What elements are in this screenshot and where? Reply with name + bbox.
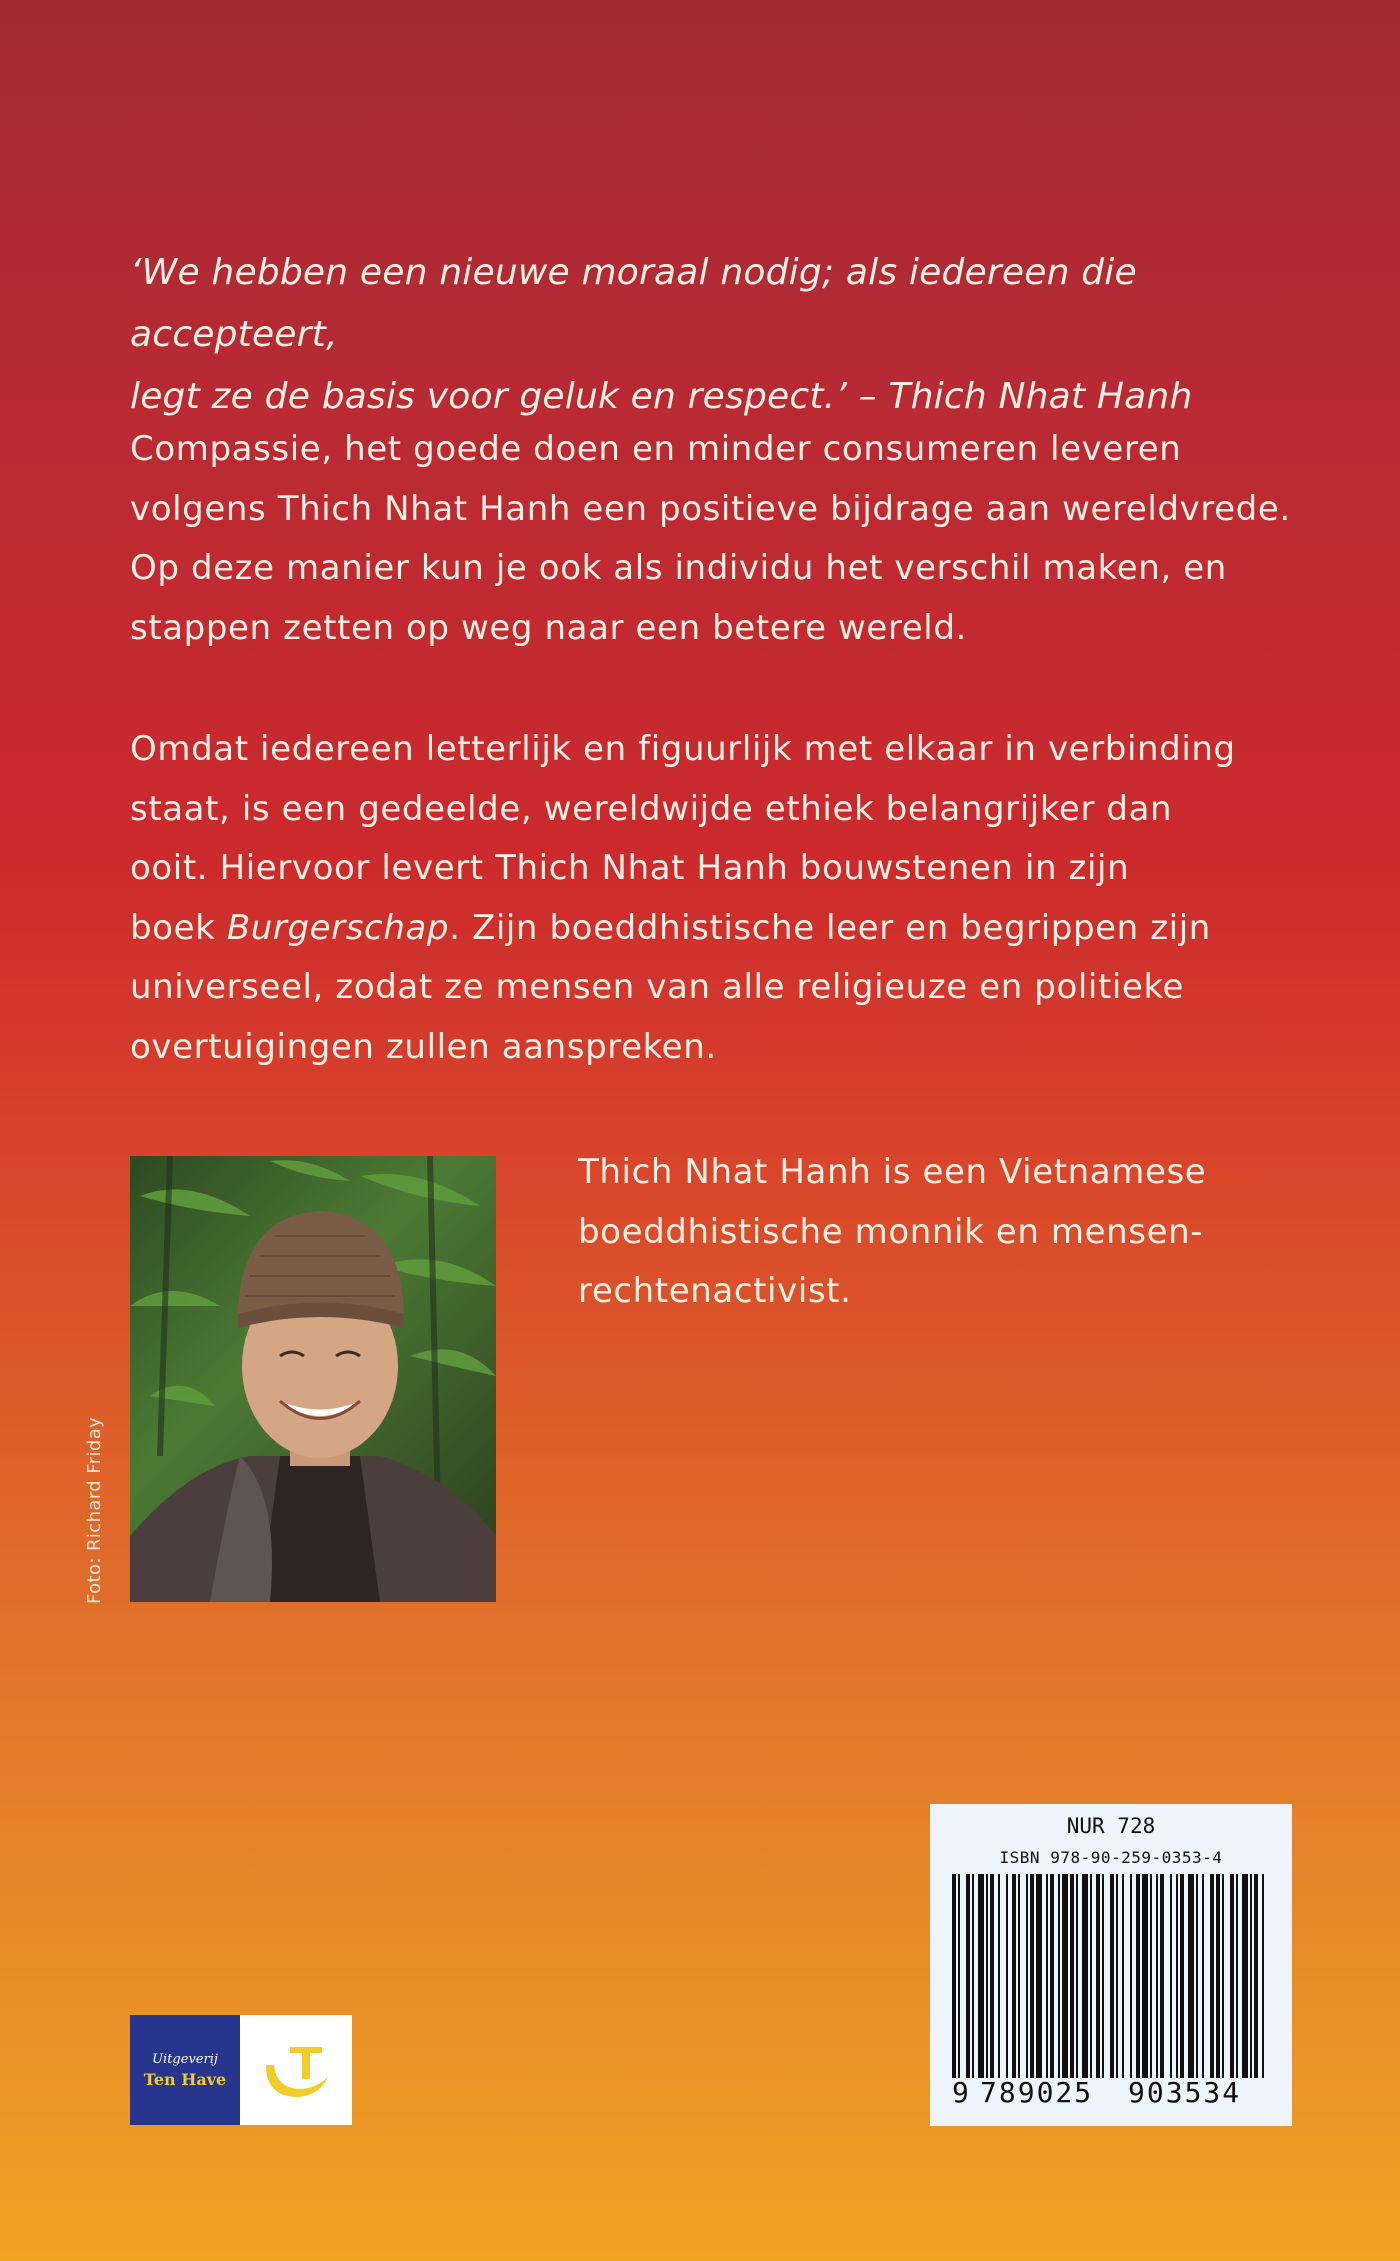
publisher-logo: [130, 2015, 352, 2125]
text-line: stappen zetten op weg naar een betere wereld.: [130, 607, 967, 648]
text-line: [130, 899, 1300, 959]
barcode-bar: [1170, 1874, 1172, 2078]
quote-line: legt ze de basis voor geluk en respect.’ – Thich Nhat Hanh: [130, 376, 1193, 417]
barcode-digit-first: 9: [952, 2076, 971, 2109]
barcode-bar: [1262, 1874, 1264, 2078]
barcode-bar: [958, 1874, 960, 2078]
barcode-bar: [1036, 1874, 1042, 2078]
description-paragraph-1: [130, 420, 1300, 658]
description-paragraph-2: [130, 720, 1300, 1077]
publisher-swoosh-icon: [256, 2035, 336, 2105]
barcode-bar: [1090, 1874, 1092, 2078]
barcode-bar: [1110, 1874, 1114, 2078]
author-bio: [578, 1143, 1218, 1322]
barcode-bar: [1196, 1874, 1198, 2078]
barcode-bar: [1012, 1874, 1016, 2078]
barcode-bar: [1026, 1874, 1028, 2078]
barcode-bar: [1050, 1874, 1054, 2078]
publisher-mark-icon: [240, 2015, 352, 2125]
text-line: Omdat iedereen letterlijk en figuurlijk met elkaar in verbinding: [130, 729, 1236, 769]
text-line: Compassie, het goede doen en minder consumeren leveren: [130, 429, 1182, 469]
barcode-bar: [1176, 1874, 1178, 2078]
barcode-bar: [1188, 1874, 1194, 2078]
photo-credit: Foto: Richard Friday: [84, 1416, 105, 1604]
text-line: Thich Nhat Hanh is een Vietnamese: [578, 1152, 1207, 1192]
barcode-bar: [1116, 1874, 1118, 2078]
barcode-bar: [1222, 1874, 1224, 2078]
barcode-bar: [1136, 1874, 1140, 2078]
text-line: boeddhistische monnik en mensen-: [578, 1211, 1204, 1252]
nur-code: NUR 728: [1066, 1814, 1156, 1838]
text-fragment: boek: [130, 907, 227, 948]
barcode-bar: [1070, 1874, 1074, 2078]
text-line: Op deze manier kun je ook als individu het verschil maken, en: [130, 548, 1227, 588]
isbn-number: ISBN 978-90-259-0353-4: [999, 1848, 1223, 1867]
barcode-bar: [1082, 1874, 1088, 2078]
text-line: volgens Thich Nhat Hanh een positieve bijdrage aan wereldvrede.: [130, 488, 1291, 529]
barcode-bar: [1130, 1874, 1132, 2078]
barcode-bar: [1156, 1874, 1158, 2078]
author-portrait-illustration: [130, 1156, 496, 1602]
barcode-bar: [1150, 1874, 1152, 2078]
publisher-logo-line: Uitgeverij: [152, 2051, 218, 2067]
barcode-bar: [1242, 1874, 1248, 2078]
barcode-bar: [966, 1874, 970, 2078]
barcode-bar: [998, 1874, 1000, 2078]
barcode-digits-right: 903534: [1128, 2076, 1242, 2109]
back-cover-quote: [130, 242, 1300, 428]
book-title: Burgerschap: [226, 907, 450, 948]
publisher-logo-line: Ten Have: [143, 2069, 227, 2089]
text-line: rechtenactivist.: [578, 1271, 852, 1311]
barcode-bar: [1018, 1874, 1020, 2078]
text-fragment: . Zijn boeddhistische leer en begrippen zijn: [449, 907, 1211, 948]
barcode-bar: [1062, 1874, 1068, 2078]
barcode-bar: [1254, 1874, 1258, 2078]
barcode-bar: [1096, 1874, 1100, 2078]
barcode-bar: [1142, 1874, 1148, 2078]
barcode-bar: [1102, 1874, 1104, 2078]
barcode-bar: [1058, 1874, 1060, 2078]
barcode-bar: [990, 1874, 994, 2078]
barcode-bar: [1160, 1874, 1164, 2078]
author-photo: [130, 1156, 496, 1602]
barcode-bar: [1210, 1874, 1214, 2078]
quote-line: ‘We hebben een nieuwe moraal nodig; als iedereen die accepteert,: [130, 252, 1137, 355]
barcode-bar: [978, 1874, 984, 2078]
barcode-bar: [1046, 1874, 1048, 2078]
barcode-bar: [1030, 1874, 1034, 2078]
text-line: staat, is een gedeelde, wereldwijde ethiek belangrijker dan: [130, 788, 1173, 829]
barcode-bar: [1216, 1874, 1220, 2078]
publisher-logo-wordmark: [130, 2015, 240, 2125]
text-line: universeel, zodat ze mensen van alle religieuze en politieke: [130, 967, 1185, 1007]
barcode-bar: [1250, 1874, 1252, 2078]
barcode-bar: [1236, 1874, 1238, 2078]
barcode-bar: [1006, 1874, 1008, 2078]
barcode-label: [930, 1804, 1292, 2126]
barcode-bar: [952, 1874, 956, 2078]
barcode-bar: [1180, 1874, 1184, 2078]
barcode-bar: [972, 1874, 974, 2078]
barcode-bar: [986, 1874, 988, 2078]
barcode-digits-left: 789025: [980, 2076, 1094, 2109]
text-line: ooit. Hiervoor levert Thich Nhat Hanh bouwstenen in zijn: [130, 848, 1130, 888]
barcode-bar: [1076, 1874, 1078, 2078]
barcode-bars: [952, 1874, 1270, 2078]
barcode-bar: [1202, 1874, 1204, 2078]
barcode-bar: [1122, 1874, 1124, 2078]
barcode-bar: [1230, 1874, 1234, 2078]
text-line: overtuigingen zullen aanspreken.: [130, 1026, 717, 1067]
